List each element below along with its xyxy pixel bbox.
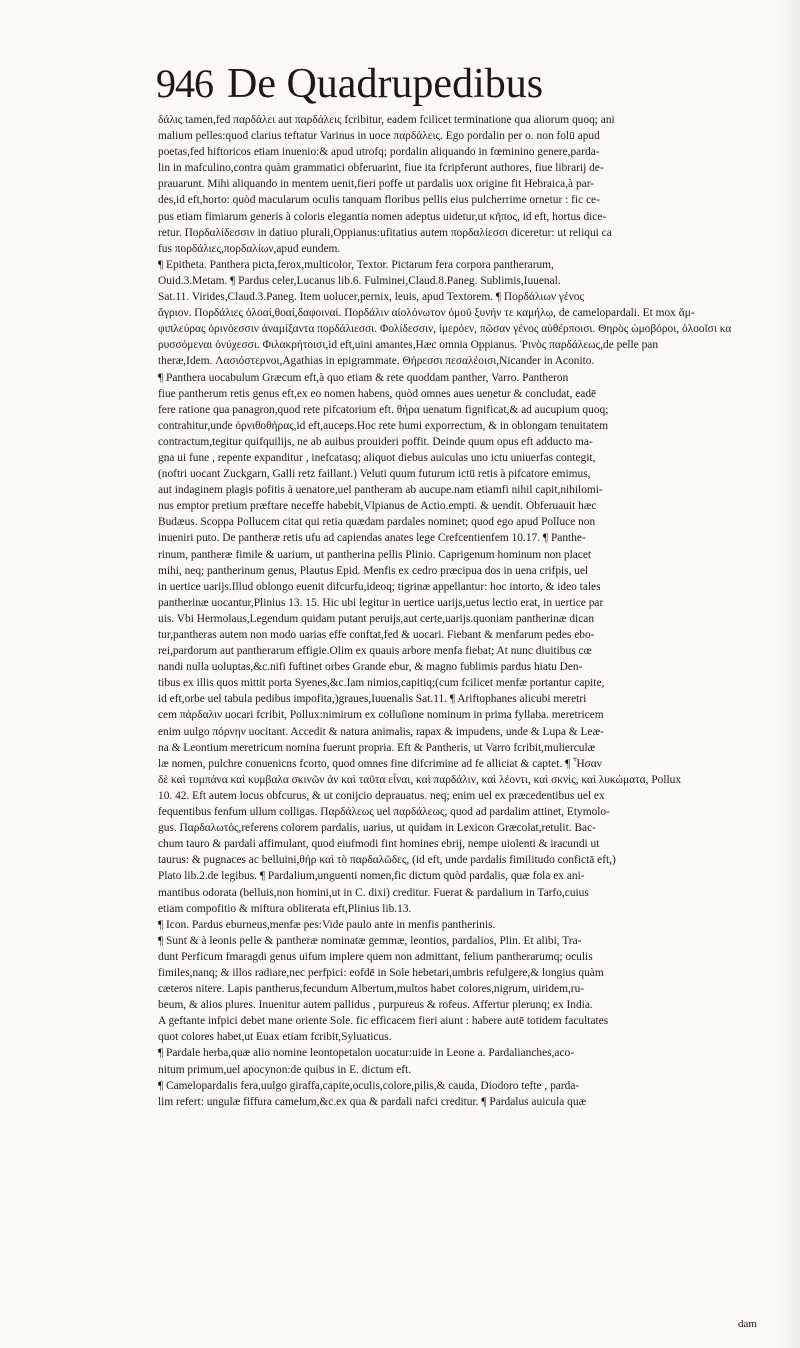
text-line: Budæus. Scoppa Pollucem citat qui retia quædam pardales nominet; quod ego apud Polluce non bbox=[158, 516, 596, 529]
text-line: cem πάρδαλιν uocari fcribit, Pollux:nimirum ex colluſione nominum in prima fyllaba. meretricem bbox=[158, 709, 604, 722]
text-line: dunt Perficum fmaragdi genus uifum implere quem non admittant, felium pantherarumq; oculis bbox=[158, 950, 593, 963]
running-head-title: De Quadrupedibus bbox=[227, 61, 544, 107]
text-line: gna ui fune , repente expanditur , inefcatasq; aliquot diebus auiculas uno ictu uniuerfas contegit, bbox=[158, 451, 596, 464]
text-line: ρυσσόμεναι ὀνύχεσσι. Φιλακρήτοισι,id eft,uini amantes,Hæc omnia Oppianus. Ῥινὸς παρδάλεως,de pelle pan bbox=[158, 339, 659, 352]
text-line: ἄγριον. Πορδάλιες ὀλοαί,θοαί,δαφοιναί. Πορδάλιν αἰολόνωτον ὁμοῦ ξυνήν τε καμήλῳ, de camelopardali. Et mox ἄμ- bbox=[158, 307, 695, 320]
catchword: dam bbox=[738, 1318, 757, 1330]
text-line: gus. Παρδαλωτός,referens colorem pardalis, uarius, ut quidam in Lexicon Græcolat,retulit. Bac- bbox=[158, 822, 596, 835]
text-line: mantibus odorata (belluis,non homini,ut in C. dixi) creditur. Fuerat & pardalium in Tarfo,cuius bbox=[158, 886, 589, 899]
text-line: in uertice uarijs.Illud oblongo euenit difcurfu,ideoq; tigrinæ appellantur: hoc intorto, & ideo tales bbox=[158, 580, 601, 593]
text-line: lim refert: ungulæ fiffura camelum,&c.ex qua & pardali nafci creditur. ¶ Pardalus auicula quæ bbox=[158, 1095, 587, 1108]
text-line: prauarunt. Mihi aliquando in mentem uenit,fieri poffe ut pardalis uox origine fit Hebraica,à par- bbox=[158, 178, 595, 191]
text-line: fimiles,nanq; & illos radiare,nec perfpici: eofdē in Sole hebetari,umbris refulgere,& longius quàm bbox=[158, 966, 604, 979]
text-line: tibus ex illis quos mittit porta Syenes,&c.Iam nimios,capitiq;(cum fcilicet menfæ portantur capite, bbox=[158, 677, 605, 690]
text-line: nus emptor pretium præftare neceffe habebit,Vlpianus de Actio.empti. & uendit. Obferuauit hæc bbox=[158, 500, 597, 513]
text-line: mihi, neq; pantherinum genus, Plautus Epid. Menfis ex cedro præcipua dos in uena crifpis, uel bbox=[158, 564, 589, 577]
text-line: ¶ Pardale herba,quæ alio nomine leontopetalon uocatur:uide in Leone a. Pardalianches,aco- bbox=[158, 1047, 575, 1060]
text-line: cæteros nitere. Lapis pantherus,fecundum Albertum,multos habet colores,nigrum, uiridem,ru- bbox=[158, 983, 585, 996]
text-line: rei,pardorum aut pantherarum effigie.Olim ex quauis arbore menfa fiebat; At nunc diuitibus cœ bbox=[158, 645, 592, 658]
text-line: δάλις tamen,fed παρδάλει aut παρδάλεις fcribitur, eadem fcilicet terminatione qua aliorum quoq; ani bbox=[158, 114, 615, 126]
text-line: pantherinæ uocantur,Plinius 13. 15. Hic ubi legitur in uertice uarijs,uetus lectio erat, in uertice par bbox=[158, 596, 604, 609]
text-line: contrahitur,unde ὀρνιθοθήρας,id eft,auceps.Hoc rete humi exporrectum, & in oblongam tenuitatem bbox=[158, 419, 609, 432]
text-line: ¶ Sunt & à leonis pelle & pantheræ nominatæ gemmæ, leontios, pardalios, Plin. Et alibi, Tra- bbox=[158, 934, 582, 947]
text-line: ¶ Epitheta. Panthera picta,ferox,multicolor, Textor. Pictarum fera corpora pantherarum, bbox=[158, 258, 554, 271]
text-line: des,id eft,horto: quòd macularum oculis tanquam floribus pellis eius pulcherrime ornetur : fic ce- bbox=[158, 194, 600, 207]
text-line: malium pelles:quod clarius teftatur Varinus in uoce παρδάλεις. Ego pordalin per o. non folū apud bbox=[158, 130, 600, 143]
text-line: (noftri uocant Zuckgarn, Galli retz faillant.) Veluti quum futurum ictū retis à pifcatore emimus, bbox=[158, 468, 591, 481]
text-line: lin in mafculino,contra quàm grammatici obferuarint, fiue ita fcripferunt authores, fiue librarij de- bbox=[158, 162, 604, 175]
text-line: δὲ καὶ τυμπάνα καὶ κυμβαλα σκινῶν ἀν καὶ ταῦτα εἶναι, καὶ παρδάλιν, καὶ λέοντι, καὶ σκνὶς, καὶ λυκώματα, Pollux bbox=[158, 773, 682, 786]
text-line: quot colores habet,ut Euax etiam fcribit,Syluaticus. bbox=[158, 1031, 392, 1044]
text-line: id eft,orbe uel tabula pedibus impofita,)graues,Iuuenalis Sat.11. ¶ Ariftophanes alicubi meretri bbox=[158, 693, 587, 706]
text-line: contractum,tegitur quifquilijs, ne ab auibus prouideri poffit. Deinde quum opus eft adducto ma- bbox=[158, 435, 593, 448]
text-line: ¶ Panthera uocabulum Græcum eft,à quo etiam & rete quoddam panther, Varro. Pantheron bbox=[158, 371, 569, 384]
text-line: læ nomen, pulchre conuenicns fcorto, quod omnes fine difcrimine ad fe alliciat & captet. ¶ Ἦσαν bbox=[158, 757, 602, 770]
text-line: Sat.11. Virides,Claud.3.Paneg. Item uolucer,pernix, leuis, apud Textorem. ¶ Πορδάλιων γένος bbox=[158, 291, 584, 304]
text-line: aut indaginem plagis pofitis à uenatore,uel pantheram ab aucupe.nam etiamfi nihil capit,nihilomi- bbox=[158, 484, 603, 497]
text-line: ¶ Camelopardalis fera,uulgo giraffa,capite,oculis,colore,pilis,& cauda, Diodoro tefte , parda- bbox=[158, 1079, 580, 1092]
text-line: retur. Πορδαλίδεσσιν in datiuo plurali,Oppianus:ufitatius autem πορδαλίεσσι diceretur: ut reliqui ca bbox=[158, 226, 612, 239]
text-line: nitum primum,uel apocynon:de quibus in E. dictum eft. bbox=[158, 1063, 412, 1076]
text-line: beum, & alios plures. Inuenitur autem pallidus , purpureus & rofeus. Affertur plerunq; ex India. bbox=[158, 999, 593, 1012]
body-text bbox=[158, 112, 778, 1110]
text-line: inueniri puto. De pantheræ retis ufu ad capiendas anates lege Crefcentienfem 10.17. ¶ Panthe- bbox=[158, 532, 586, 545]
text-line: fequentibus fenfum ullum colligas. Παρδάλεως uel παρδάλεως, quod ad pardalim attinet, Etymolo- bbox=[158, 806, 610, 819]
text-line: pus etiam fimiarum generis à coloris elegantia nomen adeptus uidetur,ut κῆπος, id eft, hortus dice- bbox=[158, 210, 607, 223]
text-line: Ouid.3.Metam. ¶ Pardus celer,Lucanus lib.6. Fulminei,Claud.8.Paneg. Sublimis,Iuuenal. bbox=[158, 274, 561, 287]
text-line: etiam compofitio & miftura obliterata eft,Plinius lib.13. bbox=[158, 902, 412, 915]
text-line: enim uulgo πόρνην uocitant. Accedit & natura animalis, rapax & impudens, unde & Lupa & Leæ- bbox=[158, 725, 604, 738]
page-edge-shadow bbox=[778, 0, 800, 1348]
text-line: rinum, pantheræ fimile & uarium, ut pantherina pellis Plinio. Caprigenum hominum non placet bbox=[158, 548, 592, 561]
text-line: tur,pantheras autem non modo uarias effe conftat,fed & uocari. Fiebant & menfarum pedes ebo- bbox=[158, 629, 595, 641]
text-line: fiue pantherum retis genus eft,ex eo nomen habens, quòd omnes aues uenetur & concludat, eadē bbox=[158, 387, 597, 400]
text-line: 10. 42. Eft autem locus obfcurus, & ut conijcio deprauatus. neq; enim uel ex præcedentibus uel ex bbox=[158, 789, 605, 802]
text-line: fus πορδάλιες,πορδαλίων,apud eundem. bbox=[158, 242, 341, 255]
page-header bbox=[156, 58, 776, 110]
page-number: 946 bbox=[156, 61, 213, 106]
text-line: chum tauro & pardali affimulant, quod eiufmodi fint homines ebrij, nempe uiolenti & iracundi ut bbox=[158, 838, 600, 851]
text-line: theræ,Idem. Λασιόστερνοι,Agathias in epigrammate. Θήρεσσι πεσαλέοισι,Nicander in Aconito. bbox=[158, 355, 595, 368]
text-line: taurus: & pugnaces ac belluini,θήρ καὶ τὸ παρδαλῶδες, (id eft, unde pardalis fimilitudo confictā eft,) bbox=[158, 854, 616, 867]
text-line: ¶ Icon. Pardus eburneus,menfæ pes:Vide paulo ante in menfis pantherinis. bbox=[158, 918, 496, 931]
text-line: fere ratione qua panagron,quod rete pifcatorium eft. θήρα uenatum fignificat,& ad aucupium quoq; bbox=[158, 403, 609, 416]
text-line: Plato lib.2.de legibus. ¶ Pardalium,unguenti nomen,fic dictum quòd pardalis, quæ fola ex ani- bbox=[158, 870, 585, 883]
text-line: uis. Vbi Hermolaus,Legendum quidam putant peruijs,aut certe,uarijs.quoniam pantherinæ dican bbox=[158, 612, 595, 625]
text-line: nandi nulla uoluptas,&c.nifi fuftinet orbes Grande ebur, & magno fublimis pardus hiatu Den- bbox=[158, 661, 583, 674]
text-line: A geftante infpici debet mane oriente Sole. fic efficacem fieri aiunt : habere autē totidem facultates bbox=[158, 1015, 609, 1028]
text-line: na & Leontium meretricum nomina fuerunt propria. Eft & Pantheris, ut Varro fcribit,mulierculæ bbox=[158, 741, 596, 754]
text-line: φιπλεύρας ὀρινόεσσιν ἀναμίξαντα πορδάλιεσσι. Φολίδεσσιν, ἱμερόεν, πῶσαν γένος αὐθέρποισι. Θηρὸς ὠμοβόροι, ὀλοοῖσι κα bbox=[158, 323, 732, 336]
text-line: poetas,fed hiftoricos etiam inuenio:& apud utrofq; pordalin aliquando in fœminino genere,parda- bbox=[158, 146, 600, 159]
